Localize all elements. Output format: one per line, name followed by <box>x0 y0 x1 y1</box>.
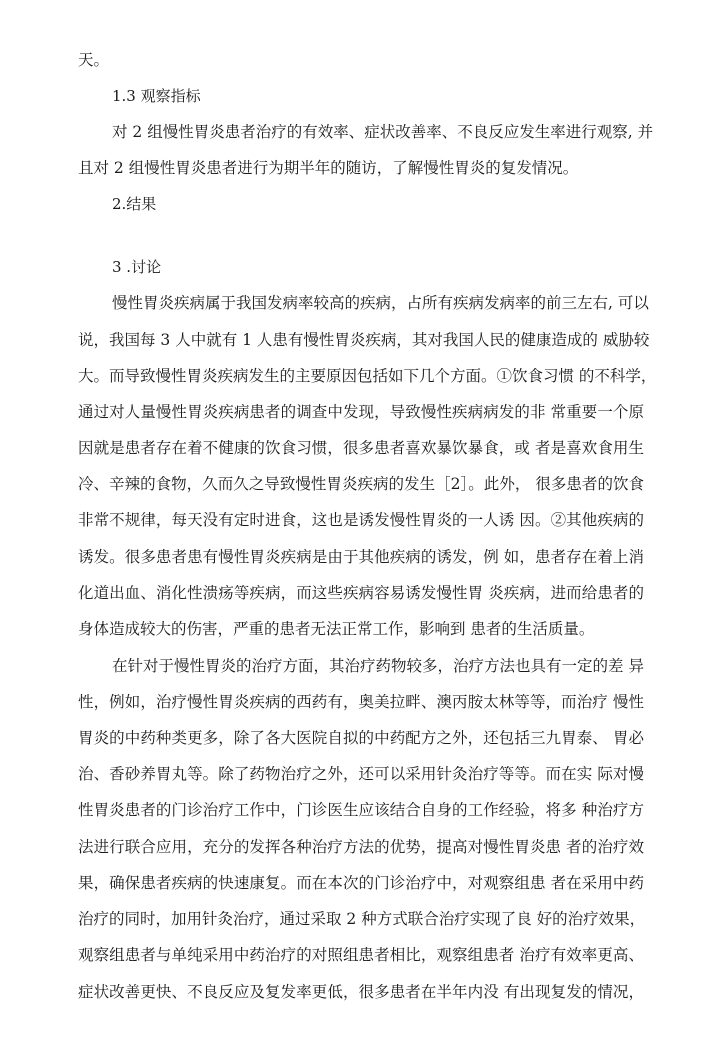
paragraph-line: 性胃炎患者的门诊治疗工作中，门诊医生应该结合自身的工作经验，将多 种治疗方 <box>78 801 644 819</box>
paragraph-line: 说，我国每 3 人中就有 1 人患有慢性胃炎疾病，其对我国人民的健康造成的 威胁较 <box>78 331 650 349</box>
section-heading: 3 .讨论 <box>112 258 162 276</box>
section-heading: 1.3 观察指标 <box>112 87 201 105</box>
paragraph-line: 大。而导致慢性胃炎疾病发生的主要原因包括如下几个方面。①饮食习惯 的不科学， <box>78 367 657 385</box>
paragraph-line: 慢性胃炎疾病属于我国发病率较高的疾病，占所有疾病发病率的前三左右, 可以 <box>112 294 649 312</box>
paragraph-line: 对 2 组慢性胃炎患者治疗的有效率、症状改善率、不良反应发生率进行观察, 并 <box>112 123 654 141</box>
paragraph-line: 治、香砂养胃丸等。除了药物治疗之外，还可以采用针灸治疗等等。而在实 际对慢 <box>78 765 644 783</box>
paragraph-line: 且对 2 组慢性胃炎患者进行为期半年的随访，了解慢性胃炎的复发情况。 <box>78 159 579 177</box>
paragraph-line: 在针对于慢性胃炎的治疗方面，其治疗药物较多，治疗方法也具有一定的差 异 <box>112 657 644 675</box>
section-heading: 2.结果 <box>112 195 157 213</box>
paragraph-line: 症状改善更快、不良反应及复发率更低，很多患者在半年内没 有出现复发的情况， <box>78 983 644 1001</box>
paragraph-line: 天。 <box>78 51 110 69</box>
paragraph-line: 冷、辛辣的食物，久而久之导致慢性胃炎疾病的发生［2］。此外， 很多患者的饮食 <box>78 475 644 493</box>
paragraph-line: 性，例如，治疗慢性胃炎疾病的西药有，奥美拉畔、澳丙胺太林等等，而治疗 慢性 <box>78 693 644 711</box>
paragraph-line: 因就是患者存在着不健康的饮食习惯，很多患者喜欢暴饮暴食，或 者是喜欢食用生 <box>78 439 644 457</box>
paragraph-line: 非常不规律，每天没有定时进食，这也是诱发慢性胃炎的一人诱 因。②其他疾病的 <box>78 511 644 529</box>
paragraph-line: 胃炎的中药种类更多，除了各大医院自拟的中药配方之外，还包括三九胃泰、 胃必 <box>78 729 644 747</box>
paragraph-line: 诱发。很多患者患有慢性胃炎疾病是由于其他疾病的诱发，例 如，患者存在着上消 <box>78 548 644 566</box>
paragraph-line: 通过对人量慢性胃炎疾病患者的调查中发现，导致慢性疾病病发的非 常重要一个原 <box>78 403 644 421</box>
paragraph-line: 身体造成较大的伤害，严重的患者无法正常工作，影响到 患者的生活质量。 <box>78 620 595 638</box>
paragraph-line: 观察组患者与单纯采用中药治疗的对照组患者相比，观察组患者 治疗有效率更高、 <box>78 946 644 964</box>
paragraph-line: 治疗的同时，加用针灸治疗，通过采取 2 种方式联合治疗实现了良 好的治疗效果， <box>78 910 646 928</box>
paragraph-line: 法进行联合应用，充分的发挥各种治疗方法的优势，提高对慢性胃炎患 者的治疗效 <box>78 838 644 856</box>
paragraph-line: 果，确保患者疾病的快速康复。而在本次的门诊治疗中，对观察组患 者在采用中药 <box>78 874 644 892</box>
paragraph-line: 化道出血、消化性溃疡等疾病，而这些疾病容易诱发慢性胃 炎疾病，进而给患者的 <box>78 584 644 602</box>
